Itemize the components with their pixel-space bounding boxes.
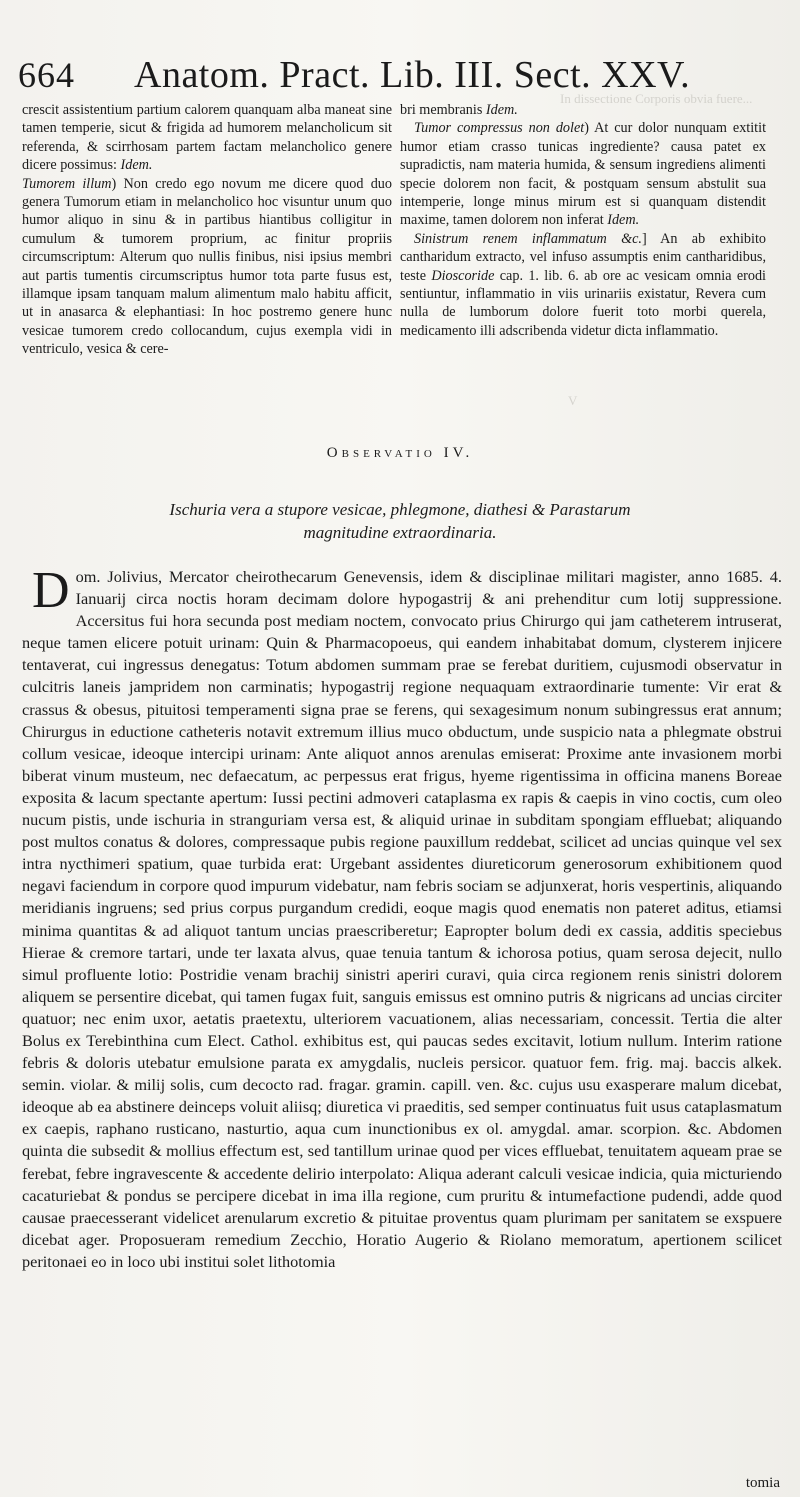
drop-cap: D: [32, 562, 70, 619]
left-paragraph-2: [22, 175, 392, 359]
left-p2-lemma: Tumorem illum: [22, 175, 112, 192]
right-p1-attribution: Idem.: [607, 212, 640, 229]
catchword: tomia: [745, 1475, 780, 1491]
right-p2-text-b: cap. 1. lib. 6. ab ore ac vesicam omnia erodi sentiuntur, inflammatio in viis urinariis existatur, Revera cum nulla de lumborum dolore fuerit toto morbi querela, medicamento illi adscribenda videtur dicta inflammatio.: [400, 267, 767, 339]
right-p2-author: Dioscoride: [431, 267, 495, 284]
main-paragraph: om. Jolivius, Mercator cheirothecarum Genevensis, idem & disciplinae militari magister, anno 1685. 4. Ianuarij circa noctis horam decimam dolore hypogastrij & ani prehenditur cum lotij suppressione. Accersitus fui hora secunda post mediam noctem, convocato prius Chirurgo qui jam catheterem intruserat, neque tamen elicere potuit urinam: Quin & Pharmacopoeus, qui eandem inhabitabat domum, clysterem injicere tentaverat, cui ingressus denegatus: Totum abdomen summam prae se ferebat duritiem, cujusmodi observatur in culcitris laneis jampridem non carminatis; hypogastrij regione nequaquam extraordinarie tumente: Vir erat & crassus & obesus, pituitosi temperamenti signa prae se ferens, qui sexagesimum nonum subingressus erat annum; Chirurgus in eductione catheteris notavit extremum illius muco obductum, unde suspicio nata a phlegmate obstrui collum vesicae, ideoque intercipi urinam: Ante aliquot annos arenulas emiserat: Proxime ante invasionem morbi biberat vinum musteum, nec defaecatum, ac perpessus erat frigus, hyeme rigentissima in officina manens Boreae exposita & lacum spectante apertum: Iussi pectini admoveri cataplasma ex rapis & caepis in vino coctis, cum oleo nucum pistis, unde ischuria in stranguriam versa est, & aliquid urinae in subditam spongiam effluebat; aliquando post multos conatus & dolores, compressaque pubis regione pauxillum reddebat, scilicet ad uncias quinque vel sex intra nycthimeri spatium, quae turbida erat: Urgebant assidentes diureticorum generosorum exhibitionem quod negavi faciendum in corpore quod impurum videbatur, nam febris sociam se adjunxerat, horis vespertinis, aliquando meridianis ingruens; sed prius corpus purgandum credidi, eoque magis quod enematis non pateret aditus, etiamsi minima quantitas & ad aliquot tantum uncias praescriberetur; Eapropter bolum dedi ex cassia, additis speciebus Hierae & cremore tartari, unde ter laxata alvus, quae tenuia tantum & ichorosa potius, quam serosa dejecit, nullo simul profluente lotio: Postridie venam brachij sinistri aperiri curavi, quia circa regionem renis sinistri dolorem aliquem se persentire dicebat, qui tamen fugax fuit, sanguis emissus est omnino putris & nigricans ad uncias circiter quatuor; nec enim uxor, aetatis praetextu, ulteriorem vacuationem, alias necessariam, concessit. Tertia die alter Bolus ex Terebinthina cum Elect. Cathol. exhibitus est, qui paucas sedes excitavit, lotium nullum. Interim ratione febris & doloris utebatur emulsione parata ex amygdalis, nucleis persicor. quatuor fem. frig. maj. baccis alkek. semin. violar. & milij solis, cum decocto rad. fragar. gramin. capill. ven. &c. cujus usu exasperare malum dicebat, ideoque ab ea abstinere deinceps voluit aliisq; diuretica vi praeditis, sed semper continuatus fuit usus cataplasmatum ex caepis, raphano rusticano, nasturtio, aqua cum inunctionibus ex ol. amygdal. amar. scorpion. &c. Abdomen quinta die subsedit & mollius effectum est, sed tantillum urinae quod per vices effluebat, tenuitatem aqueam prae se ferebat, febre ingravescente & accedente delirio interpolato: Aliqua aderant calculi vesicae indicia, quia micturiendo cacaturiebat & pondus se percipere dicebat in ima illa regione, cum pruritu & intumefactione pudendi, adde quod causae praecesserant videlicet arenularum excretio & pituitae proventus quam plurimam per sanitatem se exspuere dicebat ager. Proposueram remedium Zecchio, Horatio Augerio & Riolano memoratum, apertionem scilicet peritonaei eo in loco ubi institui solet lithotomia: [22, 567, 782, 1271]
running-head: Anatom. Pract. Lib. III. Sect. XXV.: [134, 54, 691, 96]
left-p2-text: ) Non credo ego novum me dicere quod duo genera Tumorum etiam in melancholico hoc visuntur unum quo humor aliquo in sinu & in partibus hiantibus colligitur in cumulum & tumorem proprium, ac finitur propriis circumscriptum: Alterum quo nullis finibus, nisi ipsius membri aut partis tumentis circumscriptus humor tota parte fusus est, illamque ipsam tanquam malum alimentum malo habitu afficit, ut in anasarca & elephantiasi: In hoc postremo genere hunc vesicae tumorem credo collocandum, cujus exempla vidi in ventriculo, vesica & cere-: [22, 175, 392, 358]
right-p1-lemma: Tumor compressus non dolet: [414, 120, 585, 137]
right-paragraph-2: [400, 230, 766, 340]
show-through-text: In dissectione Corporis obvia fuere...: [560, 91, 753, 106]
left-p1-text: crescit assistentium partium calorem quanquam alba maneat sine tamen temperie, sicut & frigida ad humorem melancholicum sit referenda, & scirrhosam partem factam melancholico genere dicere possimus:: [22, 102, 392, 174]
page-number: 664: [18, 55, 75, 95]
right-p0-attribution: Idem.: [485, 102, 518, 118]
show-through-text: V: [568, 393, 578, 408]
main-text: [22, 562, 782, 1273]
left-p1-attribution: Idem.: [120, 157, 153, 174]
right-p1-text: ) At cur dolor nunquam extitit humor etiam crasso tunicas ingrediente? causa patet ex supradictis, nam materia humida, & sensum ingrediens alimenti specie dolorem non facit, & postquam sensum abstulit sua intemperie, longe minus mirum est si quanquam distendit maxime, tamen dolorem non inferat: [400, 120, 767, 229]
observation-subtitle: Ischuria vera a stupore vesicae, phlegmone, diathesi & Parastarum magnitudine extraordinaria.: [169, 500, 631, 542]
right-paragraph-1: [400, 119, 766, 229]
left-paragraph-1: [22, 101, 392, 175]
right-p2-text-a: ] An ab exhibito cantharidum extracto, vel infuso assumptis enim cantharidibus, teste: [400, 230, 766, 284]
page-header: [18, 50, 758, 100]
right-p0-text: bri membranis: [400, 102, 483, 118]
right-paragraph-0: [400, 101, 766, 119]
observation-title: Observatio IV.: [326, 445, 474, 461]
right-column: [400, 101, 766, 340]
left-column: [22, 101, 392, 359]
right-p2-lemma: Sinistrum renem inflammatum &c.: [414, 230, 642, 247]
